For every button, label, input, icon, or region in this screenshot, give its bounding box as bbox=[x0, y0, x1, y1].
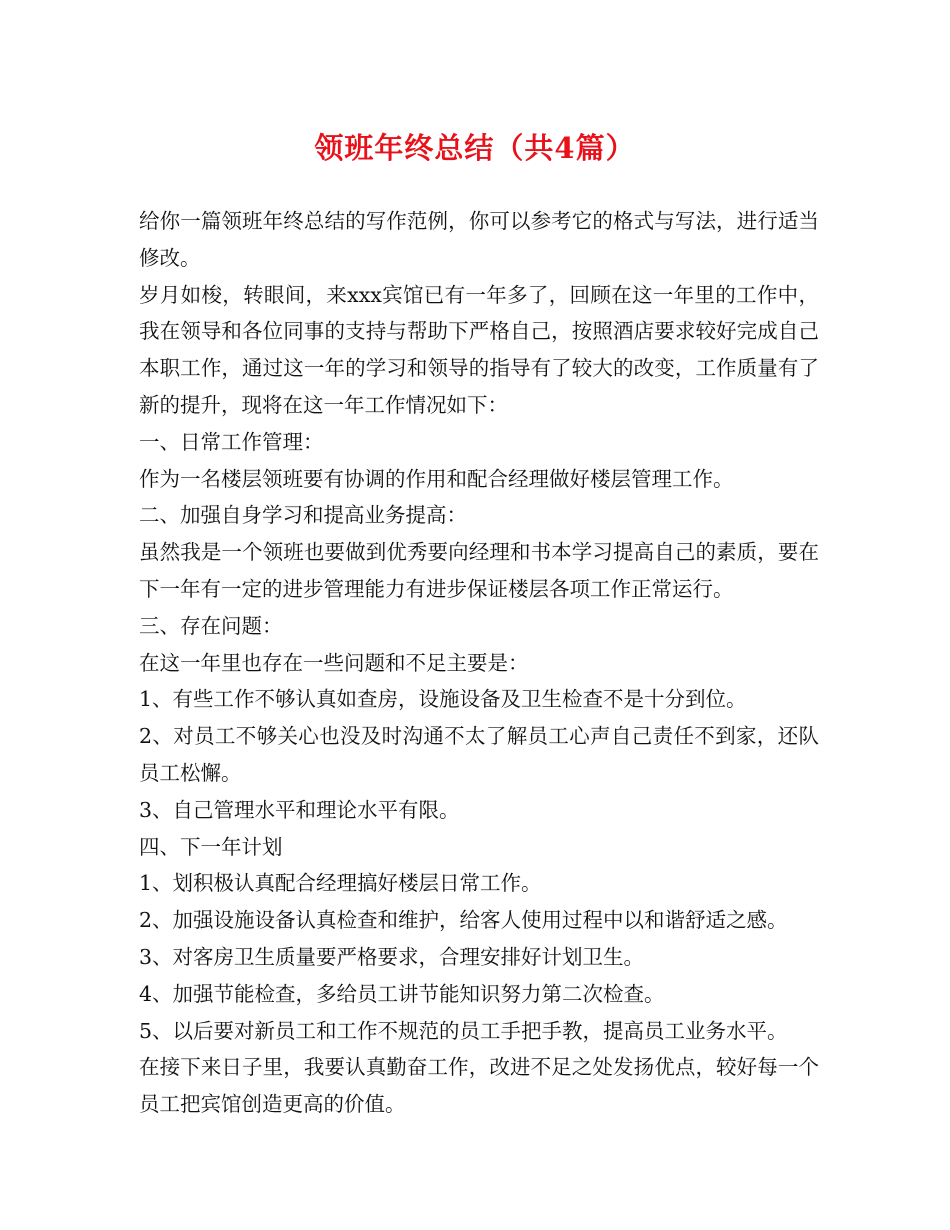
paragraph-problems-intro: 在这一年里也存在一些问题和不足主要是： bbox=[139, 650, 529, 675]
list-item-problem-1: 1、有些工作不够认真如查房，设施设备及卫生检查不是十分到位。 bbox=[139, 687, 747, 712]
list-item-plan-3: 3、对客房卫生质量要严格要求，合理安排好计划卫生。 bbox=[139, 944, 645, 969]
list-item-problem-2: 2、对员工不够关心也没及时沟通不太了解员工心声自己责任不到家，还队员工松懈。 bbox=[139, 724, 819, 785]
list-item-plan-2: 2、加强设施设备认真检查和维护，给客人使用过程中以和谐舒适之感。 bbox=[139, 908, 788, 933]
document-body bbox=[139, 203, 819, 1123]
paragraph-daily-management: 作为一名楼层领班要有协调的作用和配合经理做好楼层管理工作。 bbox=[139, 466, 734, 491]
list-item-plan-1: 1、划积极认真配合经理搞好楼层日常工作。 bbox=[139, 871, 542, 896]
list-item-plan-4: 4、加强节能检查，多给员工讲节能知识努力第二次检查。 bbox=[139, 981, 665, 1006]
paragraph-closing: 在接下来日子里，我要认真勤奋工作，改进不足之处发扬优点，较好每一个员工把宾馆创造更高的价值。 bbox=[139, 1055, 819, 1117]
paragraph-self-study: 虽然我是一个领班也要做到优秀要向经理和书本学习提高自己的素质，要在下一年有一定的进步管理能力有进步保证楼层各项工作正常运行。 bbox=[139, 540, 819, 601]
list-item-plan-5: 5、以后要对新员工和工作不规范的员工手把手教，提高员工业务水平。 bbox=[139, 1018, 788, 1043]
paragraph-intro: 给你一篇领班年终总结的写作范例，你可以参考它的格式与写法，进行适当修改。 bbox=[139, 209, 819, 270]
section-heading-daily-management: 一、日常工作管理： bbox=[139, 429, 324, 454]
paragraph-opening: 岁月如梭，转眼间，来xxx宾馆已有一年多了，回顾在这一年里的工作中，我在领导和各位同事的支持与帮助下严格自己，按照酒店要求较好完成自己本职工作，通过这一年的学习和领导的指导有了较大的改变，工作质量有了新的提升，现将在这一年工作情况如下： bbox=[139, 282, 819, 417]
section-heading-self-study: 二、加强自身学习和提高业务提高： bbox=[139, 503, 467, 528]
section-heading-next-year-plan: 四、下一年计划 bbox=[139, 834, 283, 859]
list-item-problem-3: 3、自己管理水平和理论水平有限。 bbox=[139, 797, 460, 822]
document-title: 领班年终总结（共4篇） bbox=[314, 131, 636, 165]
section-heading-problems: 三、存在问题： bbox=[139, 613, 283, 638]
